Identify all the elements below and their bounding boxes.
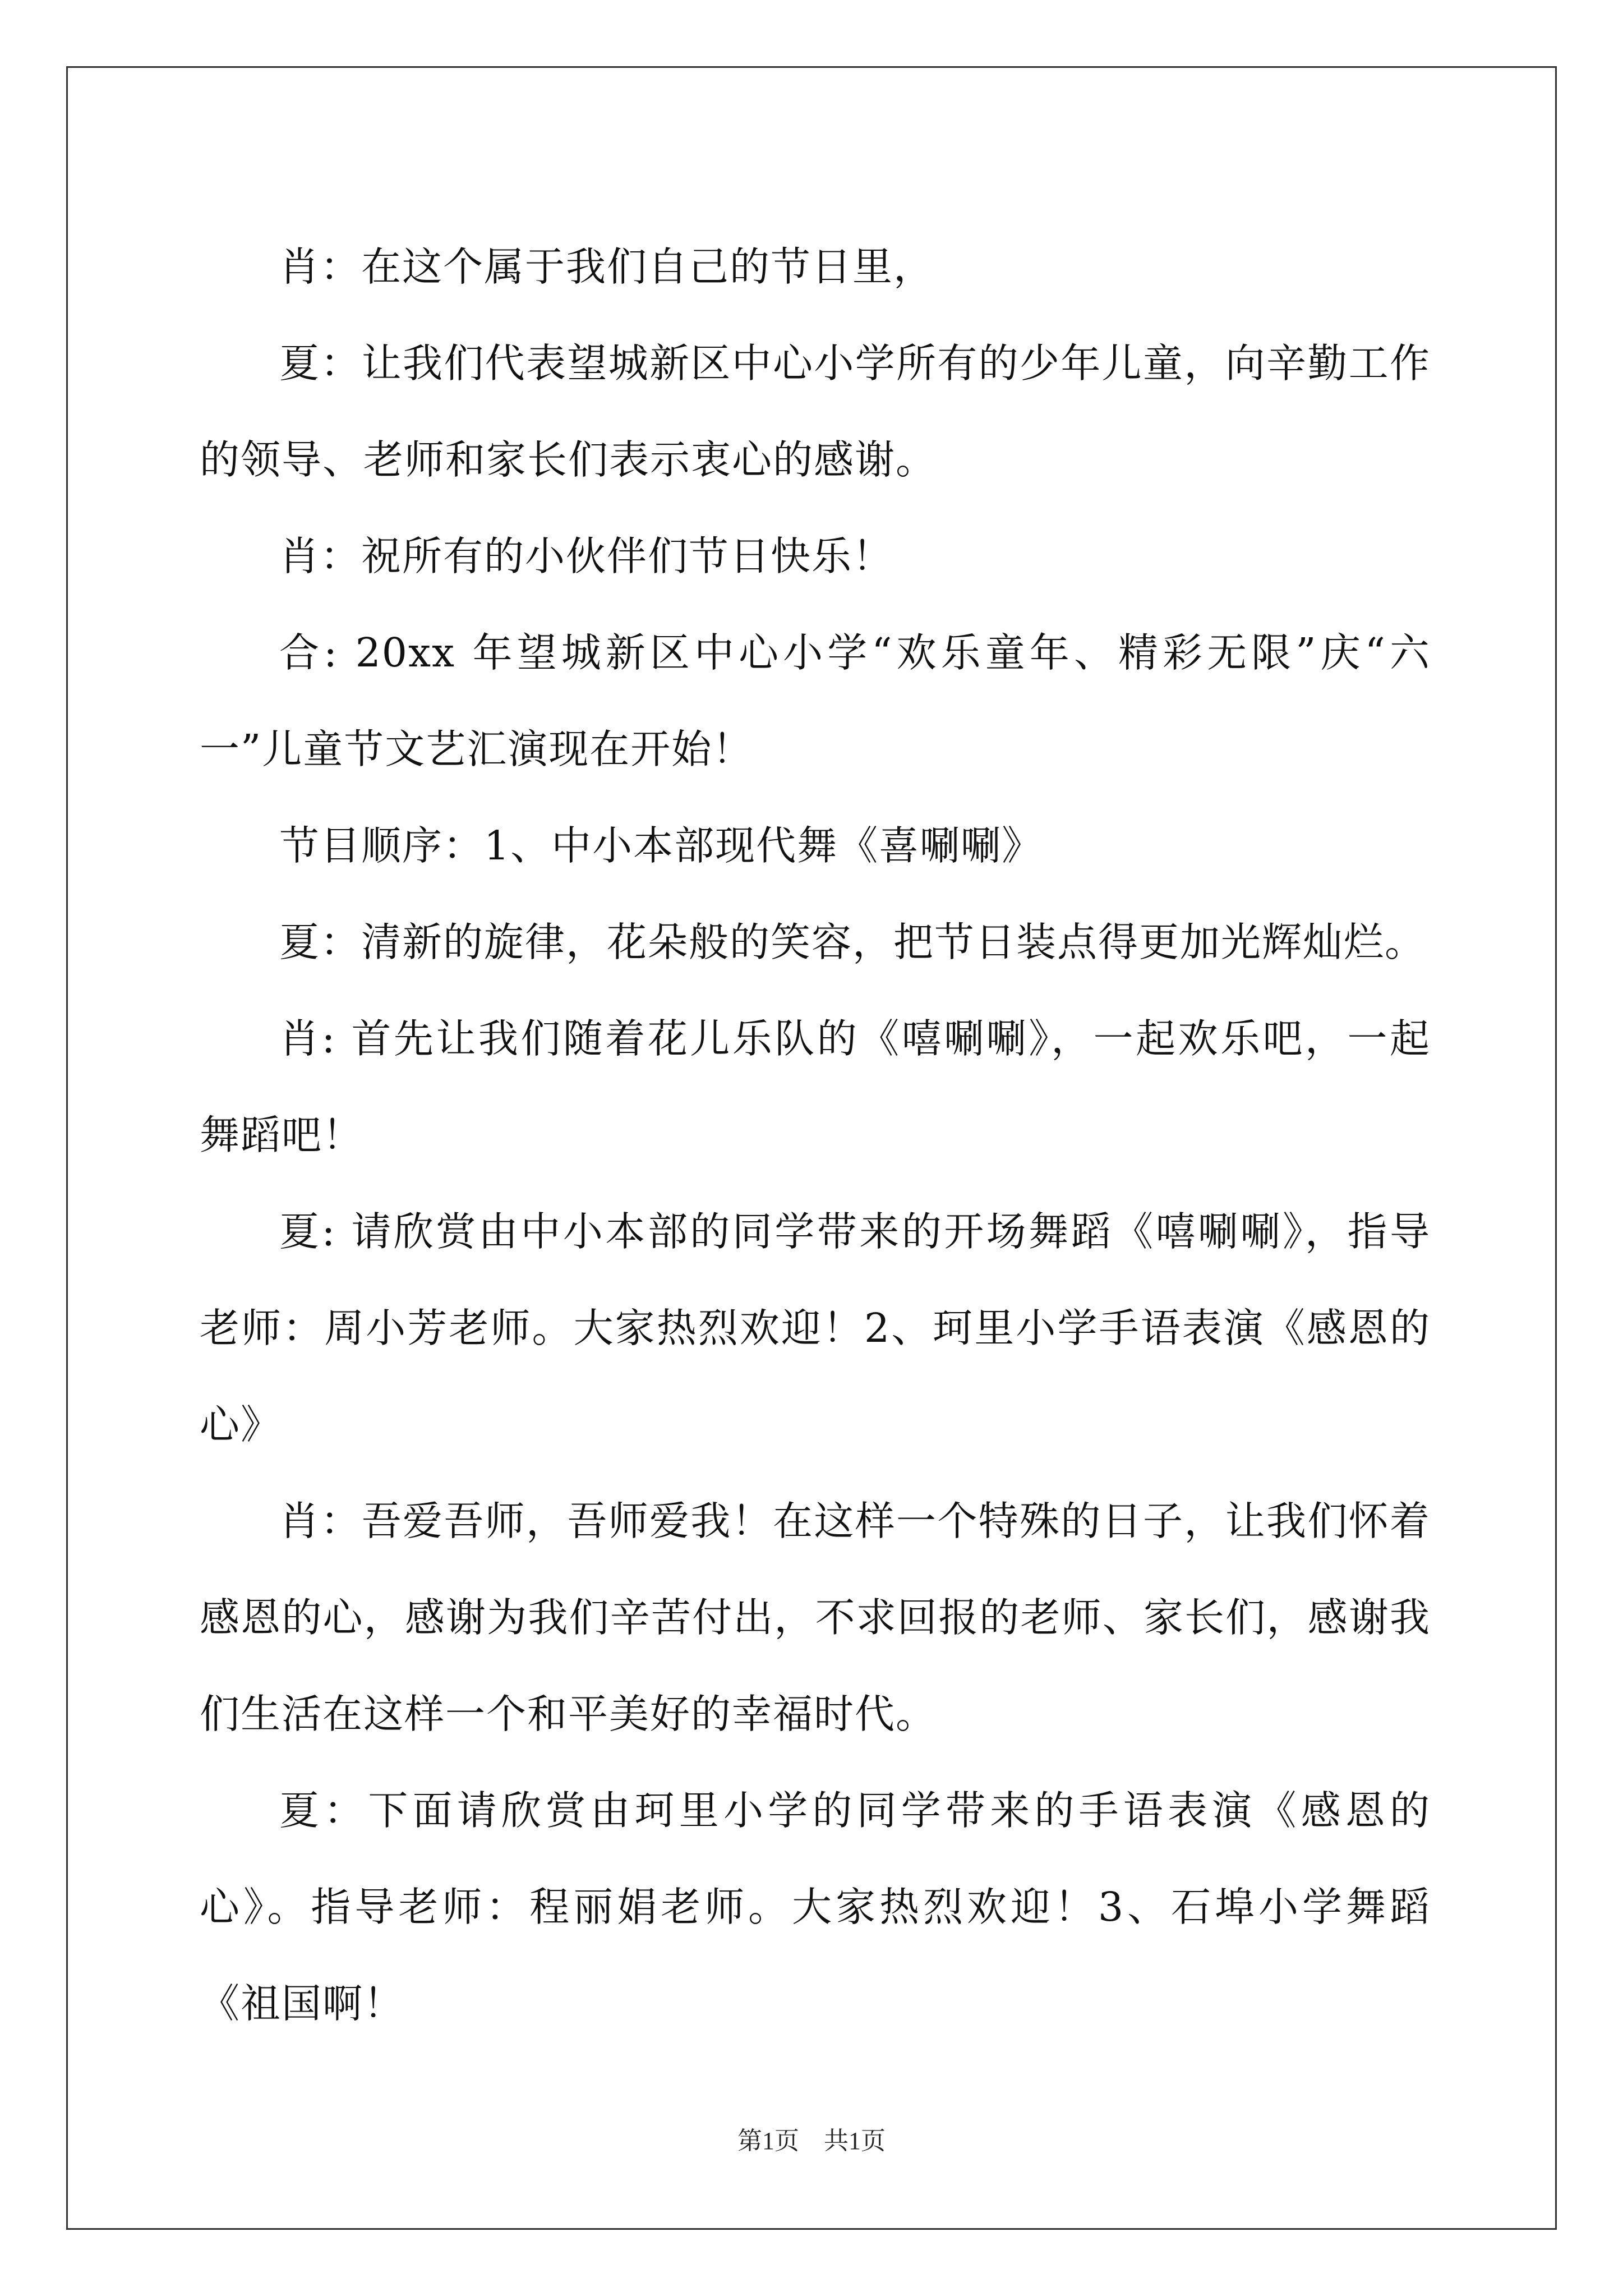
document-body (200, 219, 1431, 2052)
paragraph: 夏：让我们代表望城新区中心小学所有的少年儿童，向辛勤工作的领导、老师和家长们表示衷心的感谢。 (200, 340, 1431, 483)
paragraph: 夏：清新的旋律，花朵般的笑容，把节日装点得更加光辉灿烂。 (279, 919, 1426, 965)
paragraph: 肖：祝所有的小伙伴们节日快乐！ (279, 533, 894, 579)
paragraph: 肖：在这个属于我们自己的节日里， (279, 243, 935, 290)
paragraph: 夏: 请欣赏由中小本部的同学带来的开场舞蹈《嘻唰唰》，指导老师：周小芳老师。大家热烈欢迎！2、珂里小学手语表演《感恩的心》 (200, 1208, 1431, 1448)
paragraph: 合: 20xx 年望城新区中心小学“欢乐童年、精彩无限”庆“六一”儿童节文艺汇演现在开始！ (200, 629, 1431, 772)
page-number: 第1页 (737, 2127, 799, 2155)
paragraph: 节目顺序：1、中小本部现代舞《喜唰唰》 (279, 822, 1043, 869)
page-footer (0, 2120, 1623, 2156)
paragraph: 夏：下面请欣赏由珂里小学的同学带来的手语表演《感恩的心》。指导老师：程丽娟老师。大家热烈欢迎！3、石埠小学舞蹈《祖国啊！ (200, 1787, 1431, 2027)
paragraph: 肖: 首先让我们随着花儿乐队的《嘻唰唰》，一起欢乐吧，一起舞蹈吧！ (200, 1015, 1431, 1158)
paragraph: 肖：吾爱吾师，吾师爱我！在这样一个特殊的日子，让我们怀着感恩的心，感谢为我们辛苦付出，不求回报的老师、家长们，感谢我们生活在这样一个和平美好的幸福时代。 (200, 1498, 1431, 1737)
page-total: 共1页 (824, 2127, 886, 2155)
